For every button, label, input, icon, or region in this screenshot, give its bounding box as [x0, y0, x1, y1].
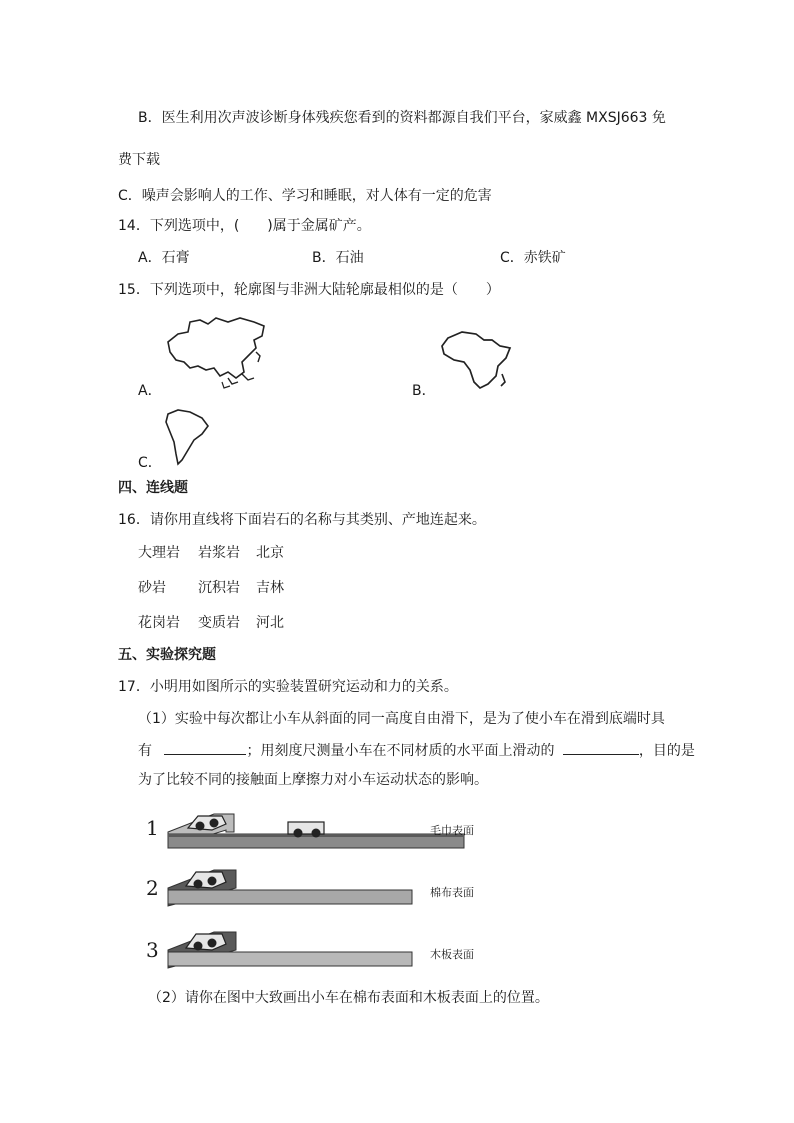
- section-4-title: 四、连线题: [118, 480, 188, 496]
- q16-stem: 16．请你用直线将下面岩石的名称与其类别、产地连起来。: [118, 512, 486, 528]
- africa-outline-map: [434, 326, 516, 392]
- q16-rock-name: 花岗岩: [138, 615, 180, 631]
- q17-stem: 17．小明用如图所示的实验装置研究运动和力的关系。: [118, 679, 458, 695]
- q15-stem: 15．下列选项中，轮廓图与非洲大陆轮廓最相似的是（ ）: [118, 282, 500, 298]
- q16-rock-origin: 北京: [256, 545, 284, 561]
- cotton-surface-track: [166, 862, 416, 908]
- wood-surface-track: [166, 924, 416, 970]
- q14-stem: 14．下列选项中，( )属于金属矿产。: [118, 218, 371, 234]
- eurasia-outline-map: [158, 312, 270, 392]
- q14-option-a: A．石膏: [138, 250, 190, 266]
- figure-number: 2: [146, 876, 159, 900]
- answer-blank-2[interactable]: [563, 740, 639, 755]
- q13-option-c: C．噪声会影响人的工作、学习和睡眠，对人体有一定的危害: [118, 188, 492, 204]
- q14-option-c: C．赤铁矿: [500, 250, 566, 266]
- figure-number: 3: [146, 938, 159, 962]
- q17-part1-line1: （1）实验中每次都让小车从斜面的同一高度自由滑下，是为了使小车在滑到底端时具: [138, 711, 665, 727]
- q15-label-c: C．: [138, 455, 162, 471]
- q16-rock-origin: 吉林: [256, 580, 284, 596]
- section-5-title: 五、实验探究题: [118, 647, 216, 663]
- q13-option-b-line1: B．医生利用次声波诊断身体残疾您看到的资料都源自我们平台，家威鑫 MXSJ663 免: [138, 110, 666, 126]
- answer-blank-1[interactable]: [164, 740, 246, 755]
- q17-part1-text-c: ，目的是: [638, 743, 695, 759]
- experiment-figure: [140, 800, 520, 976]
- q16-rock-type: 变质岩: [198, 615, 240, 631]
- q16-rock-type: 岩浆岩: [198, 545, 240, 561]
- surface-label-cotton: 棉布表面: [430, 886, 474, 899]
- q16-rock-type: 沉积岩: [198, 580, 240, 596]
- q17-part1-line3: 为了比较不同的接触面上摩擦力对小车运动状态的影响。: [138, 772, 488, 788]
- towel-surface-track: [166, 806, 466, 850]
- q17-part1-text-b: ；用刻度尺测量小车在不同材质的水平面上滑动的: [246, 743, 555, 759]
- q13-option-b-line2: 费下载: [118, 152, 160, 168]
- q16-rock-origin: 河北: [256, 615, 284, 631]
- q16-rock-name: 大理岩: [138, 545, 180, 561]
- q17-part2: （2）请你在图中大致画出小车在棉布表面和木板表面上的位置。: [148, 990, 549, 1006]
- q15-label-b: B．: [412, 383, 436, 399]
- q16-rock-name: 砂岩: [138, 580, 166, 596]
- q15-label-a: A．: [138, 383, 162, 399]
- surface-label-towel: 毛巾表面: [430, 824, 474, 837]
- surface-label-wood: 木板表面: [430, 948, 474, 961]
- figure-number: 1: [146, 816, 159, 840]
- south-america-outline-map: [162, 406, 214, 466]
- q14-option-b: B．石油: [312, 250, 364, 266]
- q17-part1-line2: [138, 740, 695, 761]
- q17-part1-text-a: 有: [138, 743, 152, 759]
